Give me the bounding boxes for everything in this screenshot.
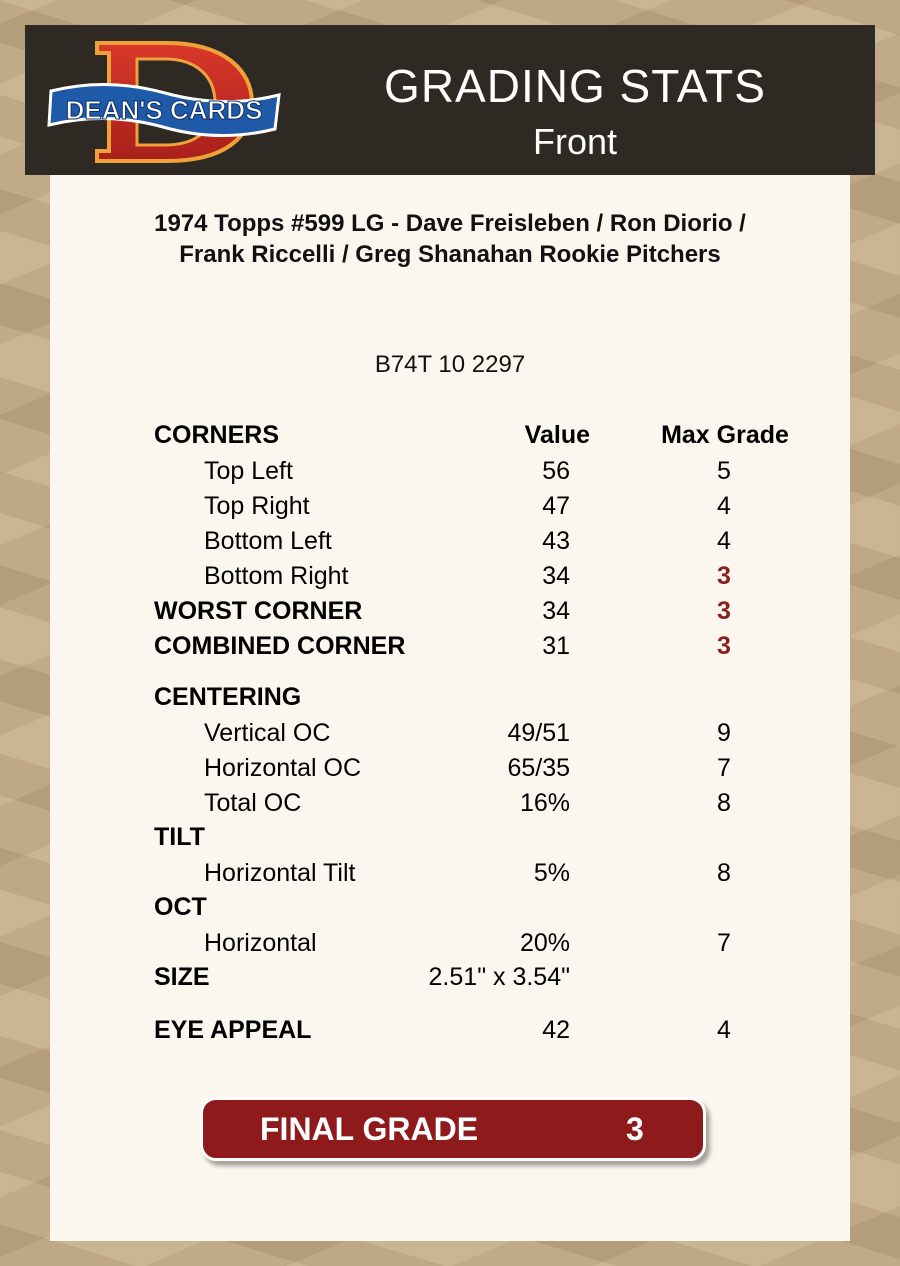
deans-cards-logo bbox=[47, 37, 282, 165]
stat-label: Top Right bbox=[204, 492, 310, 520]
stat-value: 49/51 bbox=[507, 719, 570, 747]
column-header-value: Value bbox=[524, 421, 590, 449]
stat-label: Vertical OC bbox=[204, 719, 331, 747]
stat-grade: 8 bbox=[717, 789, 731, 817]
stat-label: Total OC bbox=[204, 789, 302, 817]
stat-value: 16% bbox=[519, 789, 570, 817]
stats-panel bbox=[50, 175, 850, 1241]
stat-row bbox=[50, 456, 850, 486]
stat-value: 56 bbox=[542, 457, 570, 485]
size-value: 2.51" x 3.54" bbox=[428, 963, 570, 991]
section-label-size: SIZE bbox=[154, 963, 210, 991]
stat-grade: 3 bbox=[717, 597, 731, 625]
oct-header-row bbox=[50, 892, 850, 922]
combined-corner-row bbox=[50, 631, 850, 661]
page-subtitle: Front bbox=[532, 121, 618, 162]
eye-appeal-row bbox=[50, 1015, 850, 1045]
centering-header-row bbox=[50, 682, 850, 712]
stat-grade: 7 bbox=[717, 754, 731, 782]
stat-row bbox=[50, 928, 850, 958]
stat-value: 65/35 bbox=[507, 754, 570, 782]
final-grade-badge bbox=[200, 1097, 706, 1161]
stat-value: 31 bbox=[542, 632, 570, 660]
stat-label: WORST CORNER bbox=[154, 597, 363, 625]
stat-value: 43 bbox=[542, 527, 570, 555]
column-header-max-grade: Max Grade bbox=[661, 421, 789, 449]
stat-label: Bottom Left bbox=[204, 527, 332, 555]
section-label-centering: CENTERING bbox=[154, 683, 302, 711]
corners-header-row bbox=[50, 420, 850, 450]
stat-label: COMBINED CORNER bbox=[154, 632, 406, 660]
stat-row bbox=[50, 718, 850, 748]
final-grade-value: 3 bbox=[626, 1111, 644, 1147]
stat-grade: 4 bbox=[717, 1016, 731, 1044]
stat-grade: 3 bbox=[717, 562, 731, 590]
stat-value: 34 bbox=[542, 562, 570, 590]
section-label-tilt: TILT bbox=[154, 823, 205, 851]
cert-number: B74T 10 2297 bbox=[374, 351, 526, 378]
section-label-eye-appeal: EYE APPEAL bbox=[154, 1016, 312, 1044]
stat-grade: 8 bbox=[717, 859, 731, 887]
stat-value: 5% bbox=[533, 859, 570, 887]
stat-label: Bottom Right bbox=[204, 562, 349, 590]
stat-grade: 4 bbox=[717, 492, 731, 520]
page-title: GRADING STATS bbox=[384, 60, 766, 112]
tilt-header-row bbox=[50, 822, 850, 852]
stat-label: Horizontal Tilt bbox=[204, 859, 356, 887]
stat-grade: 3 bbox=[717, 632, 731, 660]
section-label-corners: CORNERS bbox=[154, 421, 280, 449]
stat-label: Horizontal OC bbox=[204, 754, 361, 782]
worst-corner-row bbox=[50, 596, 850, 626]
stat-value: 47 bbox=[542, 492, 570, 520]
stat-row bbox=[50, 858, 850, 888]
stat-value: 20% bbox=[519, 929, 570, 957]
stat-value: 34 bbox=[542, 597, 570, 625]
stat-grade: 5 bbox=[717, 457, 731, 485]
stat-label: Top Left bbox=[204, 457, 293, 485]
stat-label: Horizontal bbox=[204, 929, 317, 957]
stat-value: 42 bbox=[542, 1016, 570, 1044]
stat-grade: 4 bbox=[717, 527, 731, 555]
stat-row bbox=[50, 788, 850, 818]
card-name: 1974 Topps #599 LG - Dave Freisleben / Ron Diorio / Frank Riccelli / Greg Shanahan Rookie Pitchers bbox=[154, 210, 746, 268]
header-bar bbox=[25, 25, 875, 175]
stat-row bbox=[50, 561, 850, 591]
final-grade-label: FINAL GRADE bbox=[260, 1111, 479, 1147]
stat-grade: 9 bbox=[717, 719, 731, 747]
size-row bbox=[50, 962, 850, 992]
section-label-oct: OCT bbox=[154, 893, 207, 921]
stat-row bbox=[50, 526, 850, 556]
svg-text:DEAN'S CARDS: DEAN'S CARDS bbox=[65, 95, 263, 125]
stat-row bbox=[50, 753, 850, 783]
stat-grade: 7 bbox=[717, 929, 731, 957]
stat-row bbox=[50, 491, 850, 521]
